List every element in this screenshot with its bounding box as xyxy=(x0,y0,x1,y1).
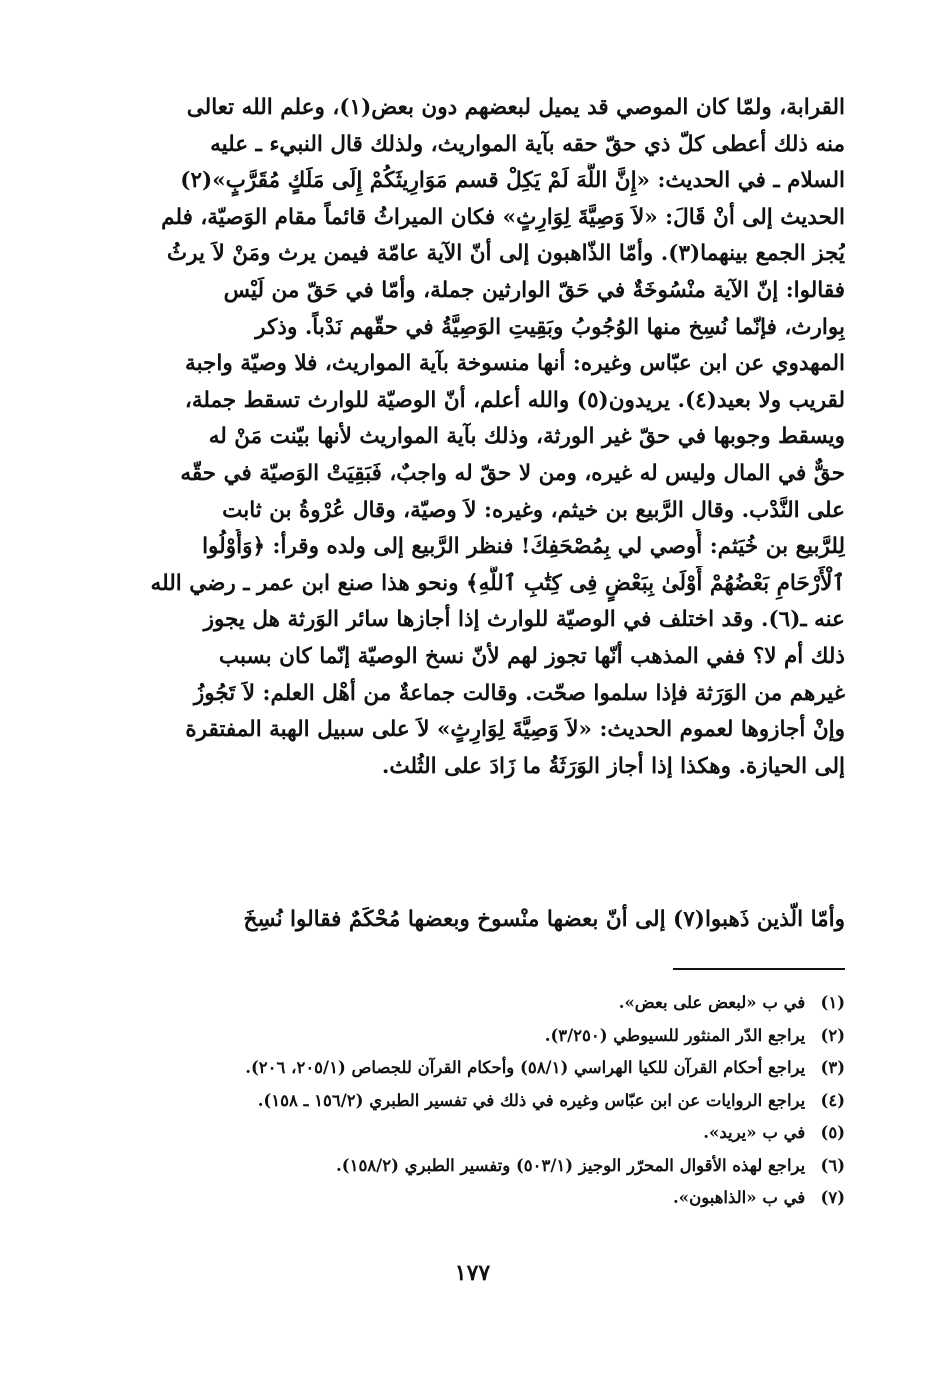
footnote-number: (٤) xyxy=(820,1090,845,1110)
text-line: ويسقط وجوبها في حقّ غير الورثة، وذلك بآية المواريث لأنها بيّنت مَنْ له xyxy=(208,424,845,450)
text-line: إلى الحيازة. وهكذا إذا أجاز الوَرَثَةُ ما زَادَ على الثُلث. xyxy=(381,753,845,779)
footnote-number: (٥) xyxy=(820,1123,845,1142)
second-paragraph: وأمّا الّذين ذَهبوا(٧) إلى أنّ بعضها منْسوخ وبعضها مُحْكَمٌ فقالوا نُسِخَ xyxy=(243,907,845,932)
footnote-number: (٧) xyxy=(820,1188,845,1207)
text-line: فقالوا: إنّ الآية منْسُوخَةٌ في حَقّ الوارثين جملة، وأمّا في حَقّ من لَيْس xyxy=(223,277,845,303)
text-line: القرابة، ولمّا كان الموصي قد يميل لبعضهم دون بعض(١)، وعلم الله تعالى xyxy=(186,95,845,120)
footnote-text: يراجع الروايات عن ابن عبّاس وغيره في ذلك في تفسير الطبري (١٥٦/٢ ـ ١٥٨). xyxy=(257,1090,806,1110)
text-line: وإنْ أجازوها لعموم الحديث: «لاَ وَصِيَّةَ لِوَارِثٍ» لاَ على سبيل الهبة المفتقرة xyxy=(185,717,845,743)
footnote-text: يراجع لهذه الأقوال المحرّر الوجيز (٥٠٣/١) وتفسير الطبري (١٥٨/٢). xyxy=(336,1155,806,1175)
text-line: لقريب ولا بعيد(٤). يريدون(٥) والله أعلم، أنّ الوصيّة للوارث تسقط جملة، xyxy=(184,387,845,413)
text-line: ذلك أم لا؟ ففي المذهب أنّها تجوز لهم لأنّ نسخ الوصيّة إنّما كان بسبب xyxy=(218,643,845,669)
footnote-text: في ب «يريد». xyxy=(703,1123,806,1142)
footnote xyxy=(95,1085,845,1118)
footnote xyxy=(95,1182,845,1215)
footnote-number: (٣) xyxy=(820,1058,845,1077)
text-line: المهدوي عن ابن عبّاس وغيره: أنها منسوخة بآية المواريث، فلا وصيّة واجبة xyxy=(185,351,845,377)
text-line: السلام ـ في الحديث: «إِنَّ اللَّهَ لَمْ يَكِلْ قسم مَوَارِيثَكُمْ إِلَى مَلَكٍ مُقَرَّبٍ»(٢) xyxy=(180,168,845,194)
footnote xyxy=(95,987,845,1020)
main-paragraph xyxy=(95,90,845,785)
footnote-number: (٢) xyxy=(820,1025,845,1045)
footnotes xyxy=(95,987,845,1215)
text-line: حقٌّ في المال وليس له غيره، ومن لا حقّ له واجبٌ، فَبَقِيَتْ الوَصيّة في حقّه xyxy=(180,460,845,486)
text-line: لِلرَّبيع بن خُيَثم: أُوصي لي بِمُصْحَفِكَ! فنظر الرَّبيع إلى ولده وقرأ: ﴿وَأُوْلُوا xyxy=(202,534,845,560)
text-line: ٱلْأَرْحَامِ بَعْضُهُمْ أَوْلَىٰ بِبَعْضٍ فِى كِتَٰبِ ٱللَّهِ﴾ ونحو هذا صنع ابن عمر ـ رضي الله xyxy=(150,570,845,596)
text-line: عنه ـ(٦). وقد اختلف في الوصيّة للوارث إذا أجازها سائر الوَرثة هل يجوز xyxy=(203,607,845,633)
footnote xyxy=(95,1117,845,1150)
footnote-number: (٦) xyxy=(820,1155,845,1175)
footnote xyxy=(95,1020,845,1053)
text-line: منه ذلك أعطى كلّ ذي حقّ حقه بآية المواريث، ولذلك قال النبيء ـ عليه xyxy=(210,131,845,157)
text-line: غيرهم من الوَرَثة فإذا سلموا صحّت. وقالت جماعةٌ من أهْل العلم: لاَ تَجُوزُ xyxy=(193,680,845,706)
text-line: بِوارث، فإنّما نُسِخ منها الوُجُوبُ وبَقِيتِ الوَصِيَّةُ في حقّهم نَدْباً. وذكر xyxy=(255,314,845,340)
footnote-text: في ب «لبعض على بعض». xyxy=(618,993,806,1012)
page-number: ١٧٧ xyxy=(454,1260,491,1286)
text-line: الحديث إلى أنْ قَالَ: «لاَ وَصِيَّةَ لِوَارِثٍ» فكان الميراثُ قائماً مقام الوَصيّة، فلم xyxy=(161,204,845,230)
text-line: يُجز الجمع بينهما(٣). وأمّا الذّاهبون إلى أنّ الآية عامّة فيمن يرث ومَنْ لاَ يرثُ xyxy=(166,241,845,267)
footnote-text: يراجع الدّر المنثور للسيوطي (٣/٢٥٠). xyxy=(544,1025,806,1045)
footnote-text: في ب «الذاهبون». xyxy=(673,1188,806,1207)
footnote xyxy=(95,1052,845,1085)
footnote-separator xyxy=(673,968,845,970)
text-line: على النَّدْب. وقال الرَّبيع بن خيثم، وغيره: لاَ وصيّة، وقال عُرْوةُ بن ثابت xyxy=(222,497,845,523)
footnote xyxy=(95,1150,845,1183)
footnote-text: يراجع أحكام القرآن للكيا الهراسي (٥٨/١) وأحكام القرآن للجصاص (٢٠٥/١، ٢٠٦). xyxy=(245,1058,806,1077)
footnote-number: (١) xyxy=(820,993,845,1012)
